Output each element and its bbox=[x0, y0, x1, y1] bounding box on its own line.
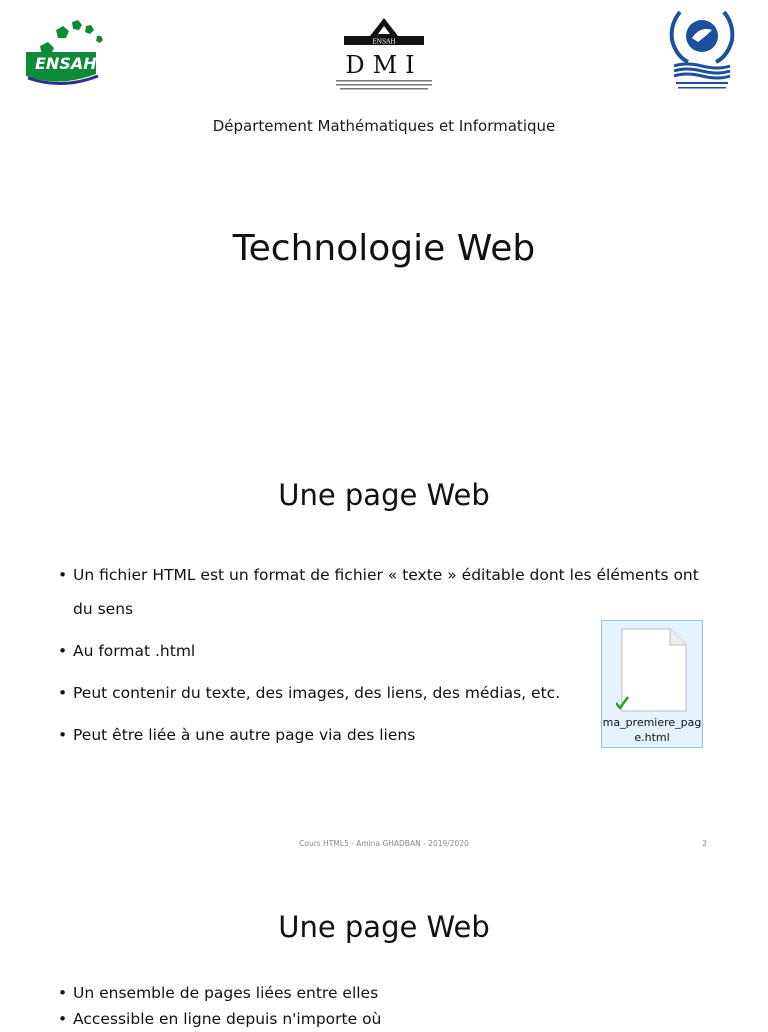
bullet-item: • Peut être liée à une autre page via des liens bbox=[58, 718, 718, 752]
ensah-logo-text: ENSAH bbox=[35, 54, 97, 73]
bullet-item: • Un ensemble de pages liées entre elles bbox=[58, 980, 718, 1006]
page-number: 2 bbox=[702, 839, 708, 848]
university-logo bbox=[662, 6, 742, 96]
slide-une-page-web bbox=[0, 440, 768, 860]
department-name: Département Mathématiques et Informatique bbox=[212, 117, 556, 135]
dmi-logo-text: DMI bbox=[345, 51, 423, 79]
slide-title: Une page Web bbox=[278, 478, 490, 512]
slide-footer: Cours HTML5 - Amina GHADBAN - 2019/2020 bbox=[299, 839, 469, 848]
html-file-thumbnail bbox=[601, 620, 703, 748]
dmi-logo-small-text: ENSAH bbox=[372, 38, 396, 46]
html-file-icon bbox=[616, 627, 690, 713]
bullet-item: • Peut contenir du texte, des images, des liens, des médias, etc. bbox=[58, 676, 718, 710]
course-title: Technologie Web bbox=[232, 228, 536, 269]
ensah-logo bbox=[18, 16, 114, 92]
bullet-list bbox=[58, 980, 718, 1032]
bullet-item: • Au format .html bbox=[58, 634, 718, 668]
slide-title-page bbox=[0, 0, 768, 440]
slide-une-page-web-2 bbox=[0, 860, 768, 1028]
file-name-label: ma_premiere_page.html bbox=[602, 716, 702, 744]
bullet-item: • Un fichier HTML est un format de fichier « texte » éditable dont les éléments ont du sens bbox=[58, 558, 718, 626]
bullet-item: • Accessible en ligne depuis n'importe où bbox=[58, 1006, 718, 1032]
dmi-logo bbox=[322, 14, 446, 96]
slide-title: Une page Web bbox=[278, 910, 490, 944]
